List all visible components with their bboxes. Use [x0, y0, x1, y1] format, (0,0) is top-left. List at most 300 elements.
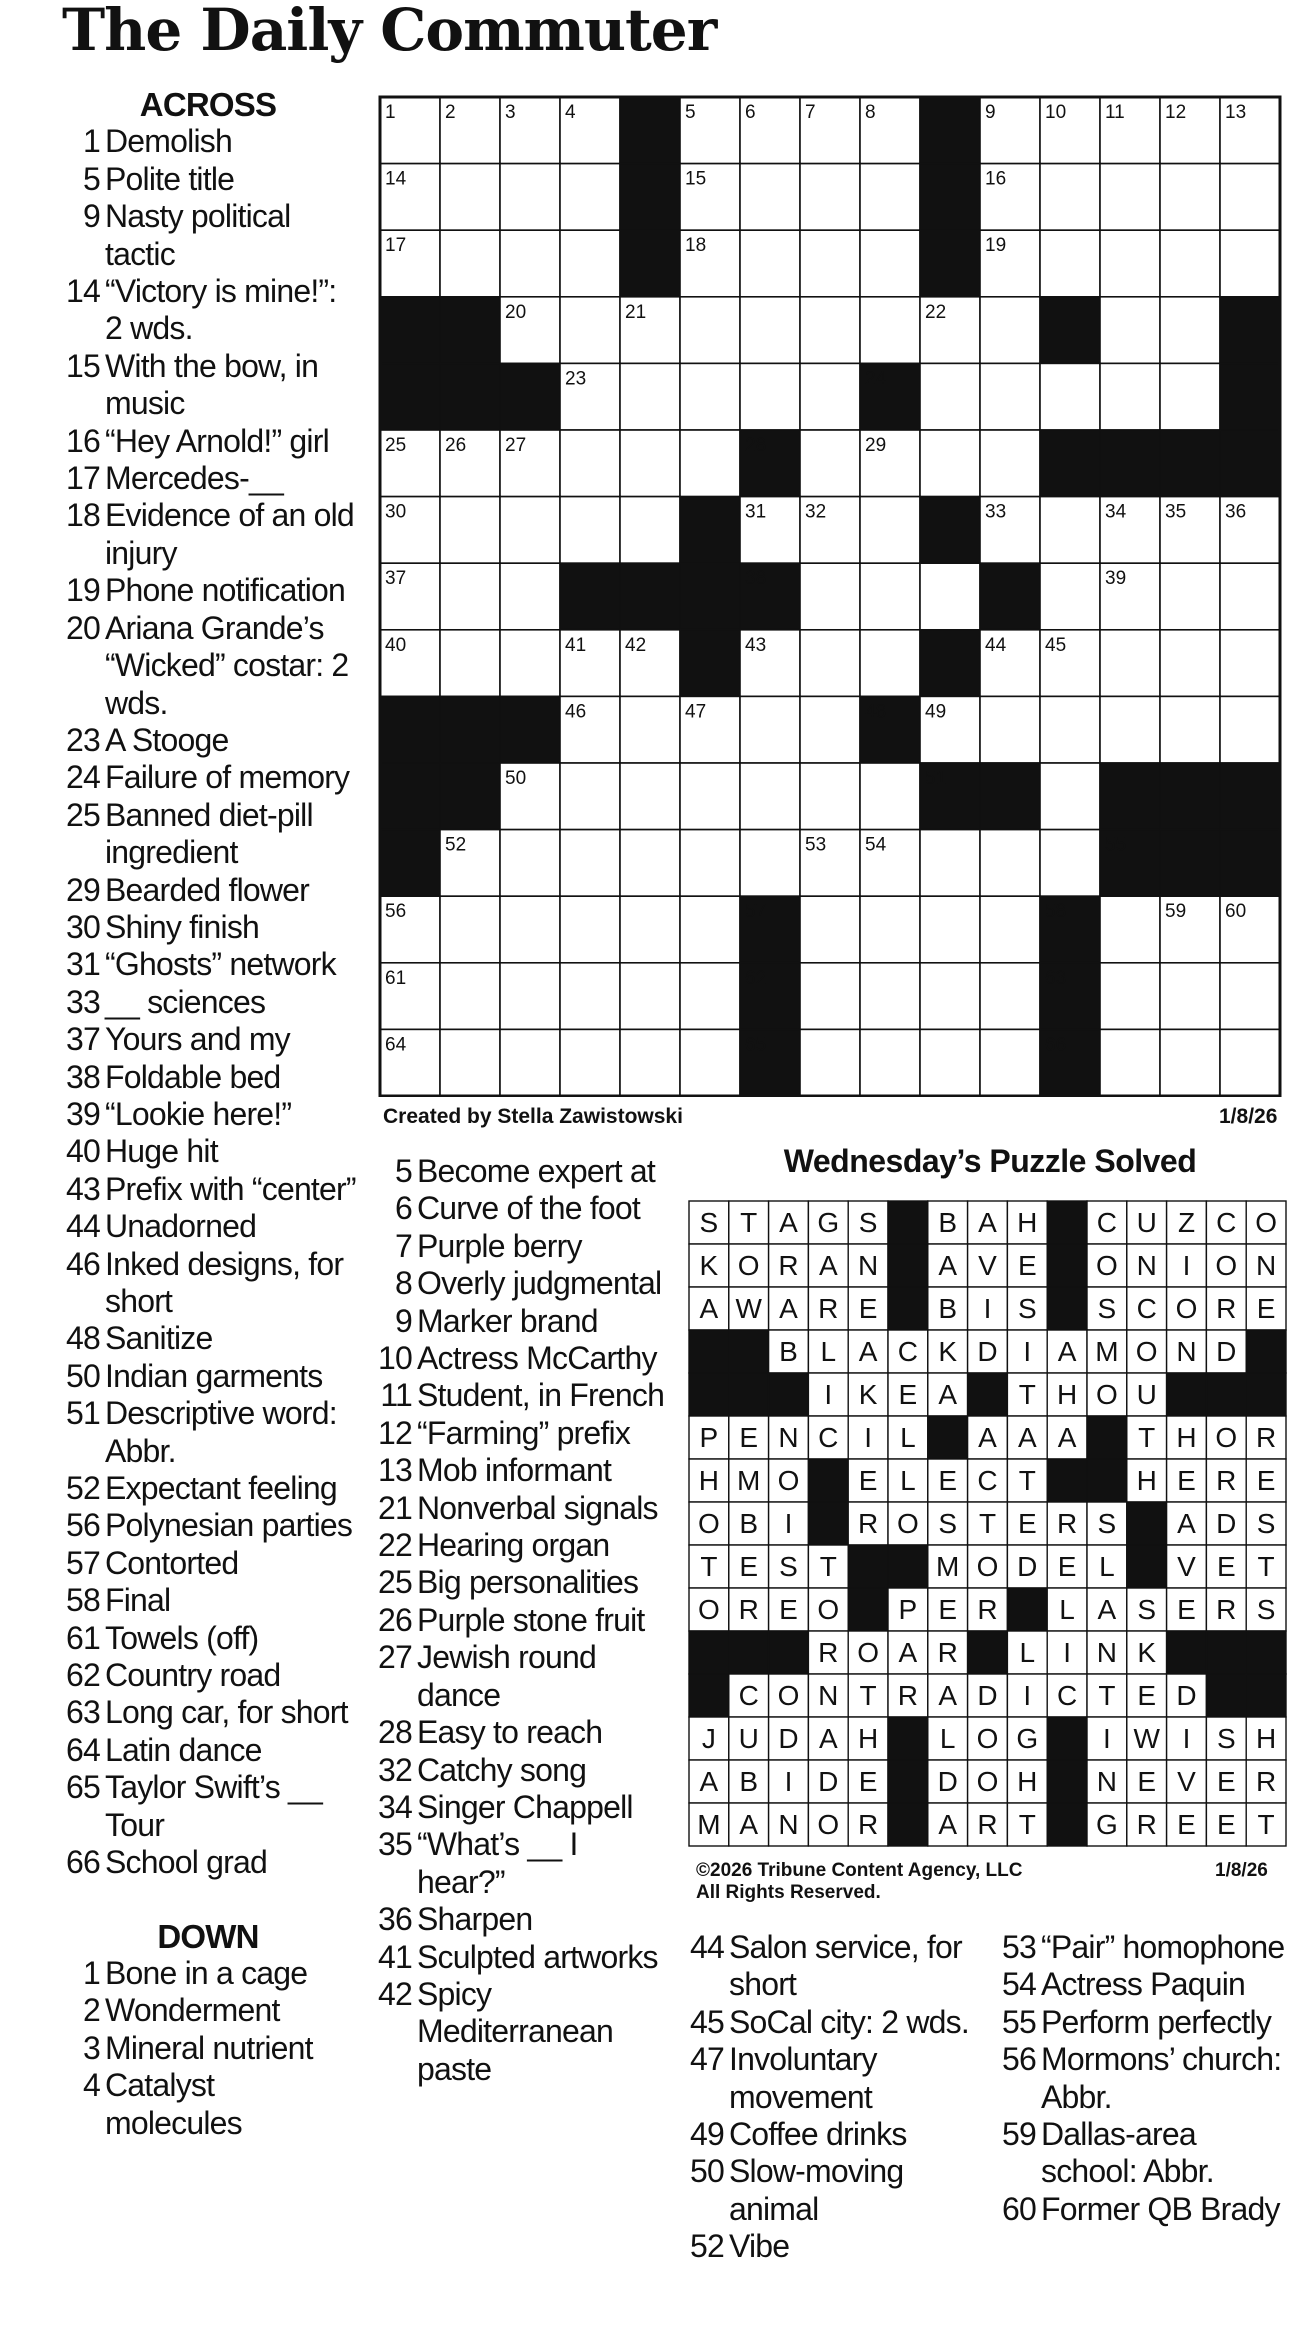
clue-text: Catchy song: [417, 1751, 587, 1788]
grid-cell[interactable]: [1100, 896, 1160, 963]
grid-cell[interactable]: [1160, 297, 1220, 364]
grid-cell[interactable]: [800, 297, 860, 364]
grid-cell[interactable]: [860, 763, 920, 830]
clue-item: [58, 1769, 358, 1844]
grid-cell[interactable]: [560, 230, 620, 297]
grid-cell[interactable]: [740, 763, 800, 830]
clue-number: 56: [66, 1507, 100, 1544]
grid-cell[interactable]: [860, 896, 920, 963]
cell-number: 28: [745, 435, 767, 456]
clue-text: “Farming” prefix: [417, 1414, 631, 1451]
grid-cell[interactable]: [1100, 963, 1160, 1030]
cell-number: 66: [1045, 1034, 1067, 1056]
clue-text: “Hey Arnold!” girl: [105, 422, 329, 459]
grid-cell[interactable]: [500, 1029, 560, 1096]
grid-cell[interactable]: [680, 830, 740, 897]
solution-letter: O: [857, 1637, 879, 1668]
grid-cell[interactable]: [1100, 696, 1160, 763]
solution-letter: H: [1176, 1422, 1197, 1453]
solution-letter: B: [739, 1508, 759, 1539]
grid-cell[interactable]: [980, 830, 1040, 897]
grid-cell[interactable]: [1160, 963, 1220, 1030]
grid-cell[interactable]: [800, 963, 860, 1030]
solution-letter: C: [738, 1680, 759, 1711]
clue-item: [682, 1929, 982, 2004]
solution-letter: T: [1018, 1809, 1036, 1840]
grid-cell[interactable]: [500, 164, 560, 231]
grid-cell[interactable]: [680, 896, 740, 963]
solution-letter: R: [897, 1680, 919, 1711]
solution-letter: S: [1097, 1508, 1117, 1539]
clue-text: __ sciences: [105, 983, 266, 1020]
grid-cell[interactable]: [440, 1029, 500, 1096]
solution-black-square: [1206, 1674, 1246, 1717]
grid-cell[interactable]: [980, 696, 1040, 763]
solution-letter: R: [857, 1508, 879, 1539]
grid-cell[interactable]: [500, 963, 560, 1030]
cell-number: 23: [565, 368, 587, 390]
solution-letter: L: [1099, 1551, 1115, 1582]
black-square: [1220, 363, 1280, 430]
grid-cell[interactable]: [560, 963, 620, 1030]
solution-letter: O: [777, 1680, 800, 1711]
solution-letter: A: [938, 1809, 958, 1840]
clue-item: [58, 1358, 358, 1395]
grid-cell[interactable]: [440, 630, 500, 697]
solution-black-square: [888, 1545, 928, 1588]
clue-number: 49: [690, 2116, 724, 2153]
grid-cell[interactable]: [1220, 230, 1280, 297]
grid-cell[interactable]: [1160, 230, 1220, 297]
grid-cell[interactable]: [1040, 164, 1100, 231]
clue-item: [58, 1096, 358, 1133]
solution-letter: O: [1096, 1379, 1118, 1410]
grid-cell[interactable]: [440, 230, 500, 297]
clue-number: 13: [378, 1452, 412, 1489]
grid-cell[interactable]: [1100, 297, 1160, 364]
clue-text: Yours and my: [105, 1021, 290, 1058]
grid-cell[interactable]: [860, 630, 920, 697]
clue-number: 2: [83, 1992, 100, 2029]
solution-letter: B: [938, 1293, 958, 1324]
solution-black-square: [1127, 1545, 1167, 1588]
clue-text: Mineral nutrient: [105, 2029, 313, 2066]
grid-cell[interactable]: [1100, 230, 1160, 297]
grid-cell[interactable]: [860, 497, 920, 564]
black-square: [380, 763, 440, 830]
grid-cell[interactable]: [860, 230, 920, 297]
clue-number: 37: [66, 1021, 100, 1058]
clue-item: [58, 2067, 358, 2142]
clue-item: [58, 460, 358, 497]
clue-text: Slow-moving animal: [729, 2153, 904, 2227]
black-square: [500, 363, 560, 430]
grid-cell[interactable]: [860, 563, 920, 630]
solution-letter: G: [1016, 1723, 1039, 1754]
grid-cell[interactable]: [980, 430, 1040, 497]
grid-cell[interactable]: [560, 164, 620, 231]
grid-cell[interactable]: [800, 696, 860, 763]
solution-letter: U: [1136, 1379, 1157, 1410]
grid-cell[interactable]: [620, 430, 680, 497]
grid-cell[interactable]: [800, 896, 860, 963]
cell-number: 24: [865, 368, 887, 390]
grid-cell[interactable]: [1040, 497, 1100, 564]
grid-cell[interactable]: [440, 497, 500, 564]
grid-cell[interactable]: [800, 763, 860, 830]
grid-cell[interactable]: [920, 963, 980, 1030]
grid-cell[interactable]: [1160, 696, 1220, 763]
grid-cell[interactable]: [980, 896, 1040, 963]
solution-letter: S: [1216, 1723, 1236, 1754]
clue-number: 22: [378, 1527, 412, 1564]
grid-cell[interactable]: [620, 363, 680, 430]
solution-black-square: [1047, 1244, 1087, 1287]
grid-cell[interactable]: [1100, 1029, 1160, 1096]
solution-letter: E: [779, 1594, 798, 1625]
solution-letter: O: [976, 1766, 999, 1797]
grid-cell[interactable]: [1220, 164, 1280, 231]
cell-number: 1: [385, 102, 396, 123]
clue-number: 4: [83, 2067, 100, 2104]
grid-cell[interactable]: [680, 1029, 740, 1096]
solution-letter: S: [1017, 1293, 1037, 1324]
grid-cell[interactable]: [800, 1029, 860, 1096]
grid-cell[interactable]: [680, 963, 740, 1030]
solution-letter: H: [1017, 1766, 1038, 1797]
clue-text: “Ghosts” network: [105, 946, 336, 983]
grid-cell[interactable]: [1160, 630, 1220, 697]
clue-text: Mob informant: [417, 1452, 612, 1489]
clue-number: 39: [66, 1095, 100, 1132]
grid-cell[interactable]: [800, 430, 860, 497]
clue-number: 32: [378, 1751, 412, 1788]
clue-text: Latin dance: [105, 1731, 262, 1768]
grid-cell[interactable]: [560, 430, 620, 497]
cell-number: 36: [1225, 501, 1247, 523]
solution-black-square: [808, 1459, 848, 1502]
grid-cell[interactable]: [1040, 696, 1100, 763]
grid-cell[interactable]: [800, 363, 860, 430]
grid-cell[interactable]: [560, 830, 620, 897]
clue-item: [58, 610, 358, 722]
solution-letter: O: [1096, 1250, 1118, 1281]
cell-number: 39: [1105, 568, 1127, 590]
grid-cell[interactable]: [1040, 230, 1100, 297]
clue-text: Become expert at: [417, 1153, 655, 1189]
clue-text: Indian garments: [105, 1357, 323, 1394]
grid-cell[interactable]: [740, 164, 800, 231]
grid-cell[interactable]: [860, 963, 920, 1030]
solution-letter: T: [859, 1680, 877, 1711]
cell-number: 9: [985, 102, 996, 123]
solution-letter: D: [778, 1723, 799, 1754]
clue-text: Bearded flower: [105, 871, 310, 908]
grid-cell[interactable]: [500, 230, 560, 297]
grid-cell[interactable]: [920, 430, 980, 497]
clue-number: 30: [66, 908, 100, 945]
grid-cell[interactable]: [1040, 763, 1100, 830]
clue-number: 7: [395, 1227, 412, 1264]
grid-cell[interactable]: [1220, 563, 1280, 630]
grid-cell[interactable]: [680, 430, 740, 497]
clue-text: Catalyst molecules: [105, 2067, 242, 2141]
cell-number: 6: [745, 102, 756, 123]
clue-item: [370, 1340, 670, 1377]
grid-cell[interactable]: [800, 563, 860, 630]
cell-number: 58: [1045, 901, 1067, 923]
clue-item: [370, 1153, 670, 1190]
solution-letter: D: [1176, 1680, 1197, 1711]
black-square: [620, 97, 680, 164]
clue-text: Former QB Brady: [1041, 2190, 1280, 2227]
solution-black-square: [1047, 1287, 1087, 1330]
solution-letter: E: [1216, 1551, 1236, 1582]
clue-number: 15: [66, 347, 100, 384]
cell-number: 43: [745, 634, 767, 656]
grid-cell[interactable]: [620, 963, 680, 1030]
grid-cell[interactable]: [620, 896, 680, 963]
grid-cell[interactable]: [1160, 563, 1220, 630]
grid-cell[interactable]: [1220, 1029, 1280, 1096]
grid-cell[interactable]: [740, 696, 800, 763]
black-square: [1100, 430, 1160, 497]
grid-cell[interactable]: [1220, 963, 1280, 1030]
grid-cell[interactable]: [440, 164, 500, 231]
solution-black-square: [848, 1588, 888, 1631]
solution-letter: C: [897, 1336, 919, 1367]
solution-letter: T: [1257, 1551, 1275, 1582]
grid-cell[interactable]: [560, 1029, 620, 1096]
solution-letter: T: [740, 1207, 758, 1238]
grid-cell[interactable]: [500, 830, 560, 897]
clue-text: Overly judgmental: [417, 1265, 662, 1302]
solution-letter: E: [938, 1594, 958, 1625]
clue-number: 23: [66, 721, 100, 758]
grid-cell[interactable]: [980, 963, 1040, 1030]
clue-number: 57: [66, 1544, 100, 1581]
grid-cell[interactable]: [980, 297, 1040, 364]
clue-item: [370, 1415, 670, 1452]
clue-text: Phone notification: [105, 572, 346, 609]
clue-number: 28: [378, 1714, 412, 1751]
clue-item: [370, 1976, 670, 2088]
grid-cell[interactable]: [560, 297, 620, 364]
clue-item: [370, 1901, 670, 1938]
grid-cell[interactable]: [740, 830, 800, 897]
clue-number: 61: [66, 1619, 100, 1656]
clue-item: [58, 273, 358, 348]
clue-number: 1: [83, 123, 100, 160]
grid-cell[interactable]: [440, 896, 500, 963]
clue-number: 59: [1002, 2116, 1036, 2153]
solution-letter: R: [937, 1637, 958, 1668]
cell-number: 5: [685, 102, 696, 123]
clue-text: Actress McCarthy: [417, 1340, 657, 1377]
grid-cell[interactable]: [1040, 830, 1100, 897]
grid-cell[interactable]: [860, 297, 920, 364]
solution-letter: L: [1019, 1637, 1036, 1668]
solution-letter: N: [778, 1422, 799, 1453]
clue-number: 27: [378, 1639, 412, 1676]
cell-number: 22: [925, 301, 947, 323]
clue-number: 8: [395, 1265, 412, 1302]
clue-item: [370, 1490, 670, 1527]
clue-number: 35: [378, 1826, 412, 1863]
clue-number: 45: [690, 2003, 724, 2040]
clue-text: Expectant feeling: [105, 1470, 337, 1507]
clue-item: [58, 497, 358, 572]
clue-item: [58, 1395, 358, 1470]
solution-letter: A: [978, 1207, 997, 1238]
grid-cell[interactable]: [800, 230, 860, 297]
clue-number: 54: [1002, 1966, 1036, 2003]
grid-cell[interactable]: [680, 763, 740, 830]
clue-number: 1: [83, 1954, 100, 1991]
clue-text: Salon service, for short: [729, 1929, 962, 2003]
grid-cell[interactable]: [1100, 363, 1160, 430]
grid-cell[interactable]: [620, 497, 680, 564]
crossword-grid[interactable]: [378, 95, 1282, 1097]
clue-text: Descriptive word: Abbr.: [105, 1395, 337, 1469]
grid-cell[interactable]: [740, 230, 800, 297]
clue-number: 17: [66, 460, 100, 497]
clue-text: Nonverbal signals: [417, 1489, 658, 1526]
solution-letter: I: [1063, 1637, 1071, 1668]
grid-cell[interactable]: [800, 164, 860, 231]
solution-letter: R: [818, 1637, 839, 1668]
grid-cell[interactable]: [1220, 630, 1280, 697]
grid-cell[interactable]: [620, 1029, 680, 1096]
solution-letter: C: [1136, 1293, 1157, 1324]
grid-cell[interactable]: [860, 164, 920, 231]
solution-letter: K: [699, 1250, 719, 1281]
grid-cell[interactable]: [500, 630, 560, 697]
cell-number: 44: [985, 634, 1007, 656]
clue-text: With the bow, in music: [105, 347, 319, 422]
clue-number: 14: [66, 273, 100, 310]
grid-cell[interactable]: [1040, 363, 1100, 430]
grid-cell[interactable]: [920, 896, 980, 963]
grid-cell[interactable]: [920, 830, 980, 897]
solution-black-square: [689, 1674, 729, 1717]
solution-letter: B: [779, 1336, 798, 1367]
grid-cell[interactable]: [680, 297, 740, 364]
clue-text: Inked designs, for short: [105, 1245, 344, 1319]
clue-text: Perform perfectly: [1041, 2003, 1272, 2040]
clue-item: [58, 423, 358, 460]
grid-cell[interactable]: [560, 896, 620, 963]
grid-cell[interactable]: [620, 830, 680, 897]
grid-cell[interactable]: [620, 696, 680, 763]
grid-cell[interactable]: [860, 1029, 920, 1096]
grid-cell[interactable]: [1220, 696, 1280, 763]
grid-cell[interactable]: [740, 363, 800, 430]
grid-cell[interactable]: [440, 563, 500, 630]
clue-text: “Pair” homophone: [1041, 1929, 1285, 1965]
grid-cell[interactable]: [560, 497, 620, 564]
grid-cell[interactable]: [980, 1029, 1040, 1096]
grid-cell[interactable]: [500, 896, 560, 963]
grid-cell[interactable]: [1100, 164, 1160, 231]
clue-item: [58, 2030, 358, 2067]
solution-letter: E: [938, 1465, 958, 1496]
copyright: [696, 1860, 1023, 1904]
grid-cell[interactable]: [500, 563, 560, 630]
solution-letter: E: [1177, 1809, 1196, 1840]
clue-item: [994, 2041, 1294, 2116]
clue-text: Hearing organ: [417, 1527, 610, 1564]
clue-text: Student, in French: [417, 1377, 665, 1414]
cell-number: 45: [1045, 634, 1067, 656]
clue-item: [994, 1929, 1294, 1966]
grid-cell[interactable]: [500, 497, 560, 564]
solution-black-square: [888, 1201, 928, 1244]
grid-cell[interactable]: [920, 363, 980, 430]
clue-number: 41: [378, 1938, 412, 1975]
grid-cell[interactable]: [560, 763, 620, 830]
grid-cell[interactable]: [1160, 1029, 1220, 1096]
clue-number: 50: [66, 1357, 100, 1394]
grid-cell[interactable]: [1100, 630, 1160, 697]
cell-number: 7: [805, 102, 816, 123]
grid-cell[interactable]: [980, 363, 1040, 430]
black-square: [380, 363, 440, 430]
solution-letter: P: [699, 1422, 719, 1453]
clue-item: [58, 1470, 358, 1507]
grid-cell[interactable]: [1160, 363, 1220, 430]
cell-number: 4: [565, 102, 576, 123]
clue-item: [58, 198, 358, 273]
solution-letter: E: [1137, 1680, 1157, 1711]
grid-cell[interactable]: [800, 630, 860, 697]
grid-cell[interactable]: [740, 297, 800, 364]
cell-number: 17: [385, 235, 407, 257]
solution-letter: T: [819, 1551, 837, 1582]
grid-cell[interactable]: [920, 563, 980, 630]
solution-letter: A: [1057, 1422, 1077, 1453]
grid-cell[interactable]: [1040, 563, 1100, 630]
solution-letter: A: [1017, 1422, 1037, 1453]
grid-cell[interactable]: [440, 963, 500, 1030]
cell-number: 52: [445, 834, 467, 856]
solution-letter: H: [1255, 1723, 1277, 1754]
solution-letter: D: [1216, 1508, 1237, 1539]
solution-black-square: [1007, 1588, 1047, 1631]
clue-text: A Stooge: [105, 721, 229, 758]
solution-letter: I: [864, 1422, 872, 1453]
solution-letter: L: [820, 1336, 837, 1367]
black-square: [560, 563, 620, 630]
black-square: [920, 164, 980, 231]
solution-letter: A: [779, 1293, 798, 1324]
grid-cell[interactable]: [920, 1029, 980, 1096]
grid-cell[interactable]: [1160, 164, 1220, 231]
clue-item: [58, 797, 358, 872]
clue-number: 10: [378, 1340, 412, 1377]
grid-cell[interactable]: [680, 363, 740, 430]
solution-letter: S: [1256, 1594, 1276, 1625]
clue-number: 65: [66, 1769, 100, 1806]
solution-letter: T: [700, 1551, 718, 1582]
across-clues-column: [58, 86, 358, 2142]
solution-letter: A: [938, 1250, 958, 1281]
solution-letter: S: [779, 1551, 798, 1582]
grid-cell[interactable]: [620, 763, 680, 830]
clue-number: 18: [66, 497, 100, 534]
solution-letter: A: [938, 1379, 958, 1410]
clue-text: Wonderment: [105, 1992, 280, 2029]
